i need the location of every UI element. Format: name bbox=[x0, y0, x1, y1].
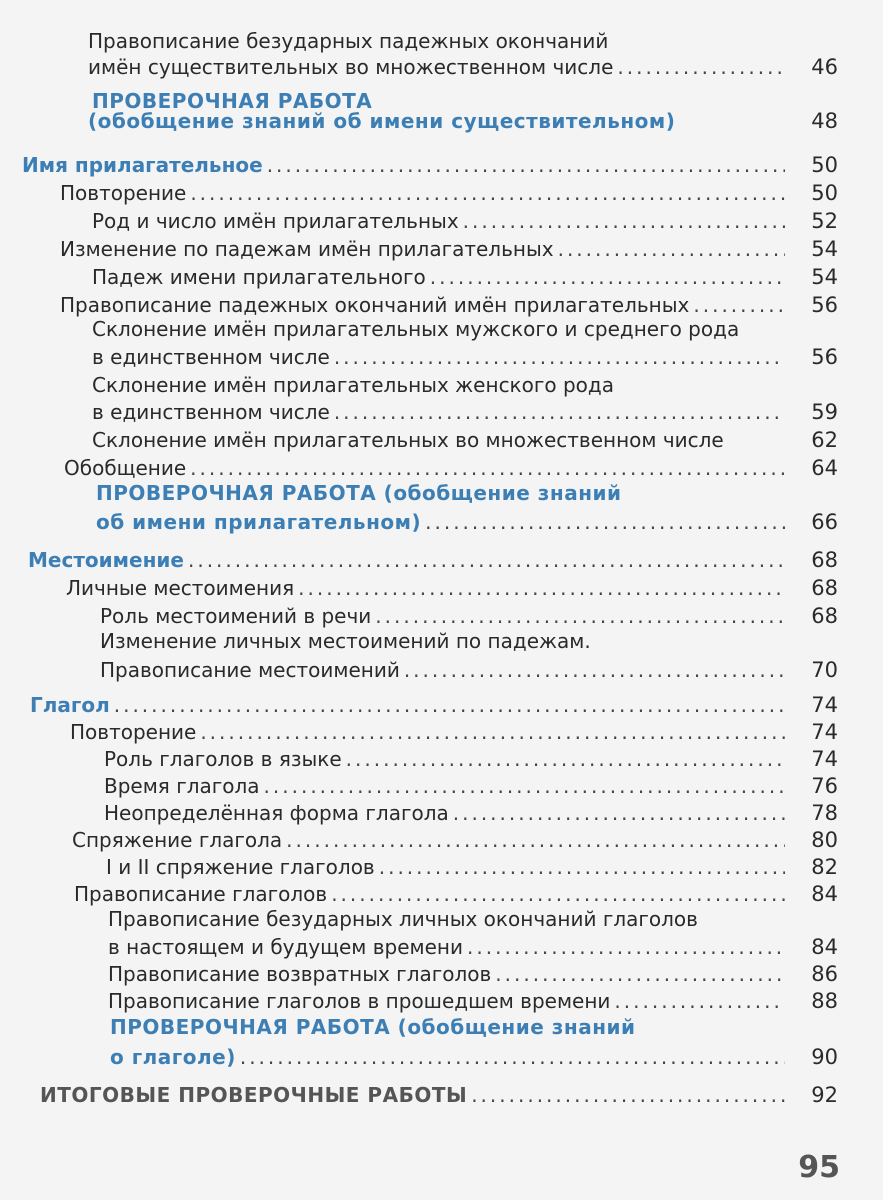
toc-entry-title: Правописание падежных окончаний имён прилагательных bbox=[60, 293, 690, 317]
toc-entry-page: 56 bbox=[811, 293, 838, 317]
toc-entry[interactable] bbox=[0, 1080, 883, 1110]
toc-entry-page: 90 bbox=[811, 1045, 838, 1069]
toc-line-pron-change: Изменение личных местоимений по падежам. bbox=[100, 629, 591, 653]
toc-entry-title: имён существительных во множественном числе bbox=[88, 55, 614, 79]
toc-entry-title: Неопределённая форма глагола bbox=[104, 801, 449, 825]
leader-dots bbox=[267, 150, 785, 180]
toc-entry-page: 56 bbox=[811, 345, 838, 369]
leader-dots bbox=[617, 52, 785, 82]
leader-dots bbox=[430, 262, 785, 292]
toc-entry[interactable] bbox=[0, 397, 883, 427]
toc-entry-title: ИТОГОВЫЕ ПРОВЕРОЧНЫЕ РАБОТЫ bbox=[40, 1083, 468, 1107]
toc-entry[interactable] bbox=[0, 1042, 883, 1072]
toc-entry-title: Правописание возвратных глаголов bbox=[108, 962, 492, 986]
toc-entry-title: Глагол bbox=[30, 693, 110, 717]
toc-entry[interactable] bbox=[0, 106, 883, 136]
toc-entry-page: 46 bbox=[811, 55, 838, 79]
toc-entry-title: Правописание глаголов bbox=[74, 882, 328, 906]
toc-entry[interactable] bbox=[0, 959, 883, 989]
leader-dots bbox=[404, 655, 785, 685]
leader-dots bbox=[463, 206, 785, 236]
leader-dots bbox=[558, 234, 785, 264]
toc-entry-title: Падеж имени прилагательного bbox=[92, 265, 426, 289]
toc-line-verb-test-head: ПРОВЕРОЧНАЯ РАБОТА (обобщение знаний bbox=[110, 1015, 636, 1039]
toc-entry[interactable] bbox=[0, 573, 883, 603]
leader-dots bbox=[190, 178, 785, 208]
leader-dots bbox=[614, 986, 785, 1016]
toc-entry-page: 50 bbox=[811, 181, 838, 205]
toc-line-adj-masc-head: Склонение имён прилагательных мужского и среднего рода bbox=[92, 317, 740, 341]
toc-entry-title: Местоимение bbox=[28, 548, 184, 572]
toc-entry[interactable] bbox=[0, 342, 883, 372]
toc-entry[interactable] bbox=[0, 206, 883, 236]
leader-dots bbox=[264, 771, 785, 801]
toc-entry-title: Род и число имён прилагательных bbox=[92, 209, 459, 233]
toc-entry-page: 68 bbox=[811, 548, 838, 572]
toc-entry[interactable] bbox=[0, 798, 883, 828]
leader-dots bbox=[453, 798, 785, 828]
toc-entry[interactable] bbox=[0, 717, 883, 747]
toc-entry-title: (обобщение знаний об имени существительном) bbox=[88, 109, 676, 133]
toc-line-adj-fem-head: Склонение имён прилагательных женского рода bbox=[92, 373, 614, 397]
leader-dots bbox=[286, 825, 785, 855]
toc-line-adj-test-head: ПРОВЕРОЧНАЯ РАБОТА (обобщение знаний bbox=[96, 481, 622, 505]
toc-entry-page: 86 bbox=[811, 962, 838, 986]
toc-entry[interactable] bbox=[0, 234, 883, 264]
toc-entry-page: 54 bbox=[811, 237, 838, 261]
leader-dots bbox=[425, 507, 785, 537]
toc-entry-page: 82 bbox=[811, 855, 838, 879]
toc-entry[interactable] bbox=[0, 852, 883, 882]
leader-dots bbox=[346, 744, 785, 774]
toc-entry-page: 59 bbox=[811, 400, 838, 424]
toc-line-noun-test-head: ПРОВЕРОЧНАЯ РАБОТА bbox=[92, 89, 373, 113]
leader-dots bbox=[495, 959, 785, 989]
toc-entry-title: I и II спряжение глаголов bbox=[106, 855, 375, 879]
toc-entry-title: Повторение bbox=[70, 720, 197, 744]
toc-entry[interactable] bbox=[0, 262, 883, 292]
toc-entry-page: 84 bbox=[811, 935, 838, 959]
toc-entry-page: 92 bbox=[811, 1083, 838, 1107]
toc-entry-page: 48 bbox=[811, 109, 838, 133]
toc-entry-page: 84 bbox=[811, 882, 838, 906]
toc-entry-title: в единственном числе bbox=[92, 345, 330, 369]
toc-entry-title: Повторение bbox=[60, 181, 187, 205]
toc-entry-page: 64 bbox=[811, 456, 838, 480]
toc-entry-title: Обобщение bbox=[64, 456, 187, 480]
leader-dots bbox=[467, 932, 785, 962]
toc-entry[interactable] bbox=[0, 932, 883, 962]
toc-entry[interactable] bbox=[0, 545, 883, 575]
toc-entry-page: 70 bbox=[811, 658, 838, 682]
toc-entry-page: 76 bbox=[811, 774, 838, 798]
toc-entry[interactable] bbox=[0, 771, 883, 801]
toc-entry-page: 68 bbox=[811, 604, 838, 628]
toc-entry-page: 66 bbox=[811, 510, 838, 534]
leader-dots bbox=[334, 397, 785, 427]
toc-entry-title: Роль глаголов в языке bbox=[104, 747, 342, 771]
toc-entry-title: об имени прилагательном) bbox=[96, 510, 422, 534]
toc-entry[interactable] bbox=[0, 690, 883, 720]
toc-entry[interactable] bbox=[0, 655, 883, 685]
toc-entry-title: Склонение имён прилагательных во множественном числе bbox=[92, 428, 724, 452]
leader-dots bbox=[114, 690, 785, 720]
toc-entry-page: 74 bbox=[811, 693, 838, 717]
toc-entry[interactable] bbox=[0, 744, 883, 774]
toc-entry[interactable] bbox=[0, 52, 883, 82]
toc-entry-title: в настоящем и будущем времени bbox=[108, 935, 464, 959]
leader-dots bbox=[471, 1080, 785, 1110]
toc-entry-title: Время глагола bbox=[104, 774, 260, 798]
toc-line-verb-endings-head: Правописание безударных личных окончаний глаголов bbox=[108, 907, 698, 931]
toc-entry[interactable] bbox=[0, 825, 883, 855]
leader-dots bbox=[298, 573, 785, 603]
toc-entry-page: 50 bbox=[811, 153, 838, 177]
toc-entry-title: Изменение по падежам имён прилагательных bbox=[60, 237, 554, 261]
toc-entry-title: Имя прилагательное bbox=[22, 153, 263, 177]
toc-entry-title: Правописание местоимений bbox=[100, 658, 400, 682]
toc-entry-title: Личные местоимения bbox=[66, 576, 295, 600]
toc-entry[interactable] bbox=[0, 150, 883, 180]
toc-entry-page: 88 bbox=[811, 989, 838, 1013]
toc-entry-title: Спряжение глагола bbox=[72, 828, 283, 852]
toc-line-noun-plural-head: Правописание безударных падежных окончаний bbox=[88, 29, 609, 53]
leader-dots bbox=[334, 342, 785, 372]
toc-entry[interactable] bbox=[0, 425, 883, 455]
toc-entry-page: 74 bbox=[811, 747, 838, 771]
toc-entry[interactable] bbox=[0, 178, 883, 208]
toc-entry-page: 74 bbox=[811, 720, 838, 744]
leader-dots bbox=[240, 1042, 785, 1072]
toc-entry-page: 68 bbox=[811, 576, 838, 600]
toc-entry-page: 80 bbox=[811, 828, 838, 852]
toc-entry-title: в единственном числе bbox=[92, 400, 330, 424]
leader-dots bbox=[200, 717, 785, 747]
leader-dots bbox=[188, 545, 785, 575]
toc-entry-title: о глаголе) bbox=[110, 1045, 236, 1069]
page-number: 95 bbox=[798, 1150, 840, 1185]
toc-entry[interactable] bbox=[0, 507, 883, 537]
toc-entry-title: Правописание глаголов в прошедшем времени bbox=[108, 989, 611, 1013]
toc-entry-title: Роль местоимений в речи bbox=[100, 604, 372, 628]
toc-entry-page: 62 bbox=[811, 428, 838, 452]
toc-entry-page: 52 bbox=[811, 209, 838, 233]
leader-dots bbox=[379, 852, 785, 882]
toc-entry-page: 78 bbox=[811, 801, 838, 825]
toc-entry-page: 54 bbox=[811, 265, 838, 289]
